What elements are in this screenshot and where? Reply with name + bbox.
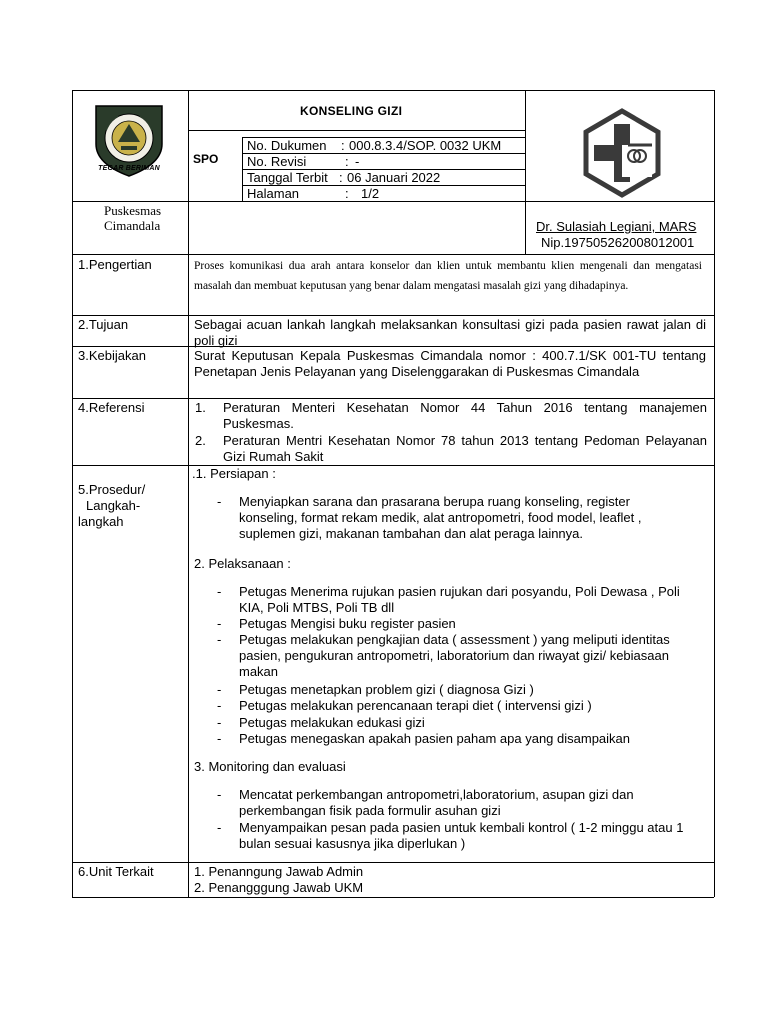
signer-nip: Nip.197505262008012001 (541, 235, 695, 250)
doc-row-label: No. Revisi (247, 154, 307, 169)
pelaksanaan-item: Petugas melakukan edukasi gizi (239, 715, 425, 730)
doc-row-sep: : (341, 138, 345, 153)
pelaksanaan-item: Petugas Menerima rujukan pasien rujukan dari posyandu, Poli Dewasa , Poli KIA, Poli MTBS, Poli TB dll (239, 584, 680, 615)
referensi-item: Peraturan Menteri Kesehatan Nomor 44 Tahun 2016 tentang manajemen Puskesmas. (223, 400, 707, 431)
doc-row-label: No. Dukumen (247, 138, 327, 153)
dash-bullet: - (217, 820, 222, 835)
persiapan-item: Menyiapkan sarana dan prasarana berupa ruang konseling, register konseling, format rekam medik, alat antropometri, food model, leaflet , suplemen gizi, makanan tambahan dan alat peraga lainnya. (239, 494, 642, 541)
puskesmas-line1: Puskesmas (104, 203, 162, 218)
referensi-num: 1. (195, 400, 206, 415)
dash-bullet: - (217, 731, 222, 746)
pengertian-text: Proses komunikasi dua arah antara konselor dan klien untuk membantu klien mengenali dan mengatasi masalah dan membuat keputusan yang benar dalam mengatasi masalah gizi yang dihadapinya. (194, 260, 702, 292)
doc-row-sep: : (345, 154, 349, 169)
pelaksanaan-item: Petugas menetapkan problem gizi ( diagnosa Gizi ) (239, 682, 534, 697)
puskesmas-name (104, 203, 161, 233)
pelaksanaan-item: Petugas menegaskan apakah pasien paham apa yang disampaikan (239, 731, 630, 746)
puskesmas-line2: Cimandala (104, 218, 161, 233)
doc-row-tanggal (247, 170, 440, 186)
unit-item: 2. Penangggung Jawab UKM (194, 880, 364, 895)
prosedur-label-line3: langkah (78, 514, 124, 529)
doc-row-sep: : (345, 186, 349, 201)
prosedur-label (78, 482, 145, 530)
doc-row-label: Halaman (247, 186, 300, 201)
monitoring-item: Menyampaikan pesan pada pasien untuk kembali kontrol ( 1-2 minggu atau 1 bulan sesuai kasusnya jika diperlukan ) (239, 820, 684, 851)
pengertian-label: 1.Pengertian (78, 257, 152, 272)
doc-row-label: Tanggal Terbit (247, 170, 328, 185)
unit-item: 1. Penanngung Jawab Admin (194, 864, 364, 879)
referensi-item: Peraturan Mentri Kesehatan Nomor 78 tahun 2013 tentang Pedoman Pelayanan Gizi Rumah Sakit (223, 433, 707, 464)
doc-row-sep: : (339, 170, 343, 185)
dash-bullet: - (217, 682, 222, 697)
doc-row-value: - (355, 154, 360, 169)
doc-row-halaman (247, 186, 379, 202)
dash-bullet: - (217, 787, 222, 802)
dash-bullet: - (217, 715, 222, 730)
tujuan-label: 2.Tujuan (78, 317, 129, 332)
monitoring-item: Mencatat perkembangan antropometri,laboratorium, asupan gizi dan perkembangan fisik pada formulir asuhan gizi (239, 787, 634, 818)
kabupaten-logo (88, 102, 170, 186)
dash-bullet: - (217, 632, 222, 647)
referensi-num: 2. (195, 433, 206, 448)
pelaksanaan-title: 2. Pelaksanaan : (194, 556, 291, 571)
pelaksanaan-item: Petugas melakukan pengkajian data ( assessment ) yang meliputi identitas pasien, pengukuran antropometri, laboratorium dan riwayat gizi/ kebiasaan makan (239, 632, 670, 679)
doc-row-nomor (247, 138, 501, 154)
doc-row-value: 06 Januari 2022 (347, 170, 441, 185)
tujuan-text: Sebagai acuan lankah langkah melaksankan konsultasi gizi pada pasien rawat jalan di poli gizi (194, 317, 706, 348)
monitoring-title: 3. Monitoring dan evaluasi (194, 759, 346, 774)
dash-bullet: - (217, 698, 222, 713)
kebijakan-label: 3.Kebijakan (78, 348, 146, 363)
kebijakan-text: Surat Keputusan Kepala Puskesmas Cimandala nomor : 400.7.1/SK 001-TU tentang Penetapan Jenis Pelayanan yang Diselenggarakan di Puskesmas Cimandala (194, 348, 706, 379)
unit-label: 6.Unit Terkait (78, 864, 154, 879)
document-title: KONSELING GIZI (300, 104, 403, 118)
dash-bullet: - (217, 494, 222, 509)
dash-bullet: - (217, 616, 222, 631)
referensi-label: 4.Referensi (78, 400, 145, 415)
signer-name: Dr. Sulasiah Legiani, MARS (536, 219, 697, 234)
logo-motto: TEGAR BERIMAN (98, 165, 160, 172)
prosedur-label-line1: 5.Prosedur/ (78, 482, 146, 497)
doc-row-value: 1/2 (361, 186, 380, 201)
persiapan-title: .1. Persiapan : (192, 466, 276, 481)
pelaksanaan-item: Petugas Mengisi buku register pasien (239, 616, 456, 631)
prosedur-label-line2: Langkah- (86, 498, 141, 513)
dash-bullet: - (217, 584, 222, 599)
pelaksanaan-item: Petugas melakukan perencanaan terapi diet ( intervensi gizi ) (239, 698, 592, 713)
spo-label: SPO (193, 152, 219, 166)
doc-row-revisi (247, 154, 359, 170)
puskesmas-logo (582, 108, 662, 198)
doc-row-value: 000.8.3.4/SOP. 0032 UKM (349, 138, 502, 153)
